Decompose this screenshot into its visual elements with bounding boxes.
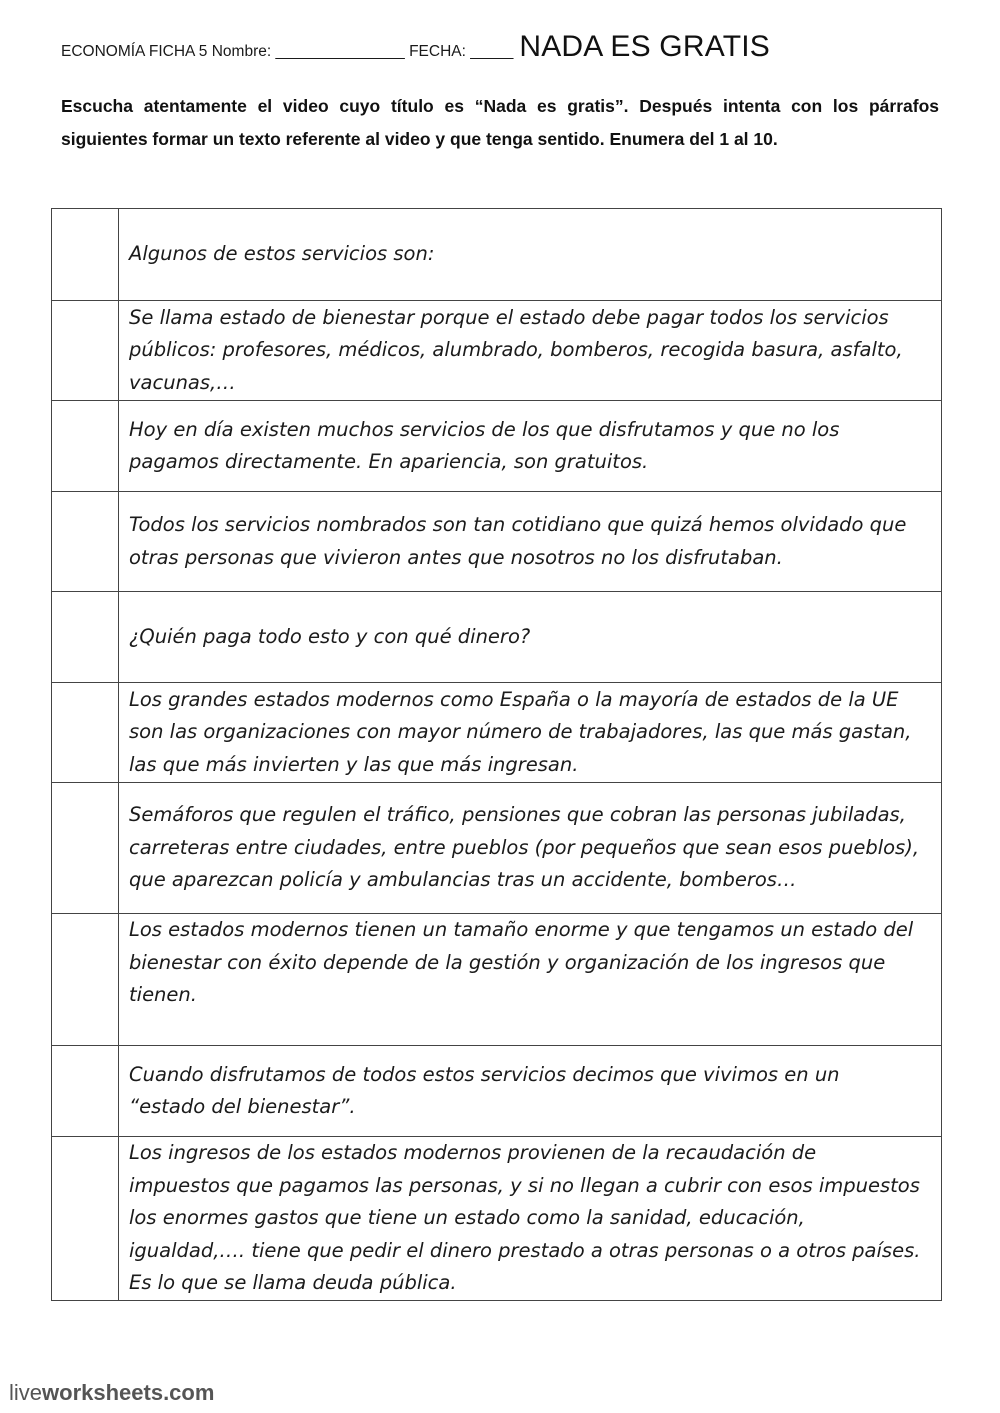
paragraph-cell: Hoy en día existen muchos servicios de los que disfrutamos y que no los pagamos directamente. En apariencia, son gratuitos. [119, 401, 942, 492]
worksheet-title: NADA ES GRATIS [519, 30, 770, 63]
table-row [52, 783, 942, 914]
table-row [52, 301, 942, 401]
table-row [52, 1137, 942, 1301]
table-row [52, 914, 942, 1046]
number-input-cell[interactable] [52, 209, 119, 301]
paragraph-cell: Los estados modernos tienen un tamaño enorme y que tengamos un estado del bienestar con éxito depende de la gestión y organización de los ingresos que tienen. [119, 914, 942, 1046]
header-subject-line: ECONOMÍA FICHA 5 Nombre: _______________ FECHA: _____ [61, 43, 514, 60]
table-row [52, 683, 942, 783]
paragraph-cell: Cuando disfrutamos de todos estos servicios decimos que vivimos en un “estado del bienestar”. [119, 1046, 942, 1137]
number-input-cell[interactable] [52, 492, 119, 592]
table-row [52, 592, 942, 683]
logo-light-text: live [9, 1380, 43, 1405]
paragraph-cell: Semáforos que regulen el tráfico, pensiones que cobran las personas jubiladas, carreteras entre ciudades, entre pueblos (por pequeños que sean esos pueblos), que aparezcan policía y ambulancias tras un accidente, bomberos… [119, 783, 942, 914]
instructions-text: Escucha atentamente el video cuyo título es “Nada es gratis”. Después intenta con los párrafos siguientes formar un texto referente al video y que tenga sentido. Enumera del 1 al 10. [61, 96, 939, 149]
paragraph-cell: Los grandes estados modernos como España o la mayoría de estados de la UE son las organizaciones con mayor número de trabajadores, las que más gastan, las que más invierten y las que más ingresan. [119, 683, 942, 783]
number-input-cell[interactable] [52, 1046, 119, 1137]
table-row [52, 401, 942, 492]
table-row [52, 209, 942, 301]
paragraph-cell: ¿Quién paga todo esto y con qué dinero? [119, 592, 942, 683]
worksheet-header [61, 30, 941, 70]
number-input-cell[interactable] [52, 683, 119, 783]
paragraph-cell: Algunos de estos servicios son: [119, 209, 942, 301]
number-input-cell[interactable] [52, 914, 119, 1046]
logo-bold-text: worksheets.com [42, 1380, 215, 1405]
number-input-cell[interactable] [52, 783, 119, 914]
paragraph-cell: Se llama estado de bienestar porque el estado debe pagar todos los servicios públicos: profesores, médicos, alumbrado, bomberos, recogida basura, asfalto, vacunas,… [119, 301, 942, 401]
number-input-cell[interactable] [52, 1137, 119, 1301]
paragraph-cell: Los ingresos de los estados modernos provienen de la recaudación de impuestos que pagamos las personas, y si no llegan a cubrir con esos impuestos los enormes gastos que tiene un estado como la sanidad, educación, igualdad,…. tiene que pedir el dinero prestado a otras personas o a otros países. Es lo que se llama deuda pública. [119, 1137, 942, 1301]
number-input-cell[interactable] [52, 592, 119, 683]
table-row [52, 1046, 942, 1137]
number-input-cell[interactable] [52, 401, 119, 492]
table-row [52, 492, 942, 592]
liveworksheets-logo [9, 1380, 214, 1406]
number-input-cell[interactable] [52, 301, 119, 401]
ordering-table [51, 208, 942, 1301]
paragraph-cell: Todos los servicios nombrados son tan cotidiano que quizá hemos olvidado que otras personas que vivieron antes que nosotros no los disfrutaban. [119, 492, 942, 592]
